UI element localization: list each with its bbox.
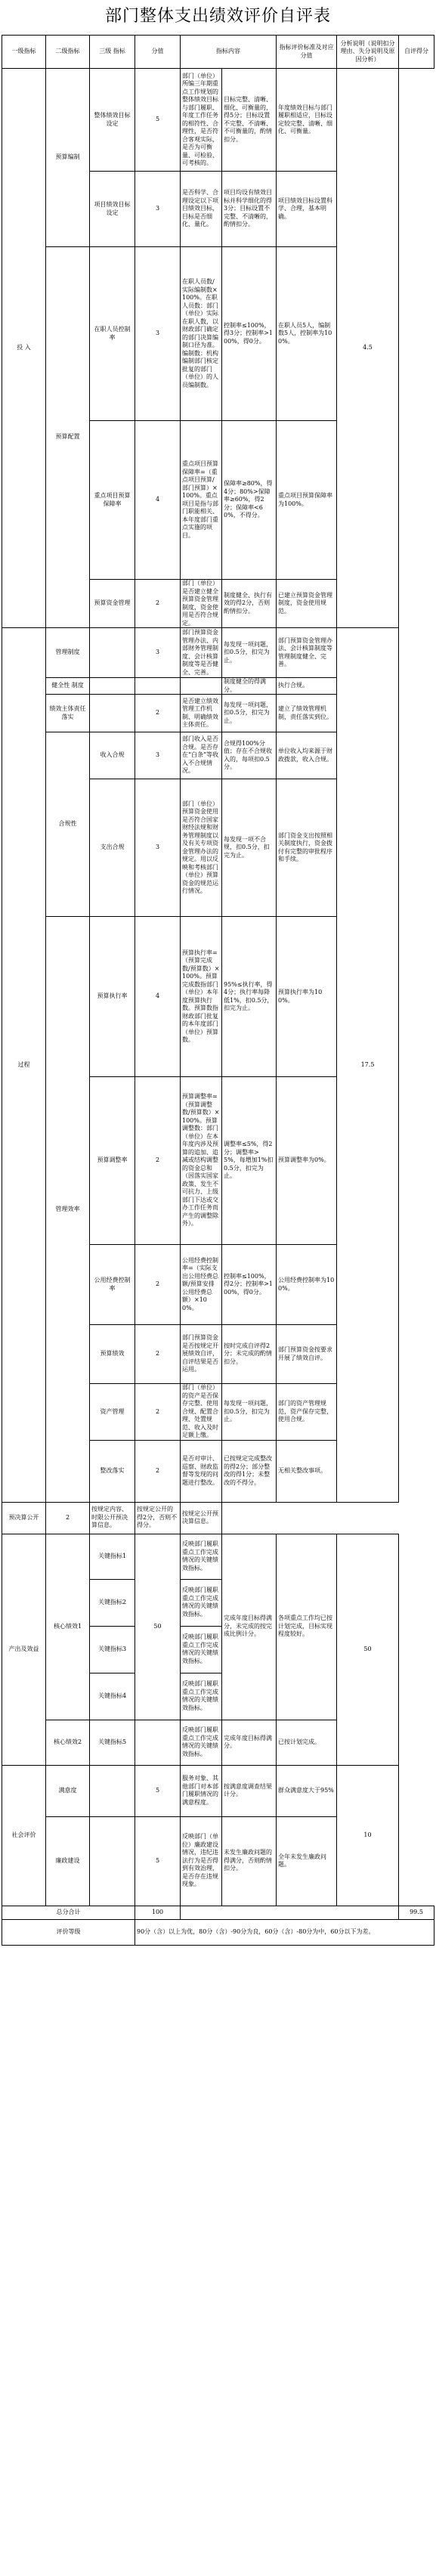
table-cell: 单位收入均来源于财政拨款，收入合规。 xyxy=(277,732,337,779)
table-cell: 反映部门履职重点工作完成情况的关键绩效指标。 xyxy=(181,1720,222,1765)
table-cell: 重点项目预算保障率 xyxy=(90,421,135,580)
table-cell: 整改落实 xyxy=(90,1440,135,1502)
table-cell: 预算执行率为100%。 xyxy=(277,917,337,1077)
table-cell: 预算编制 xyxy=(46,69,90,247)
table-cell: 按时完成自评得2分；未完成的酌情扣分。 xyxy=(222,1325,277,1384)
table-cell: 3 xyxy=(135,172,181,247)
table-cell: 廉政建设 xyxy=(46,1816,90,1906)
header-notes: 分析说明（说明扣分理由、失分说明及原因分析） xyxy=(337,36,399,69)
table-cell: 5 xyxy=(135,1765,181,1816)
table-cell: 预算调整率 xyxy=(90,1077,135,1245)
table-cell: 整体绩效目标 设定 xyxy=(90,69,135,172)
table-cell: 每发现一项问题，扣0.5分，扣完为止。 xyxy=(222,695,277,732)
table-cell xyxy=(135,678,181,695)
table-cell: 管理制度 xyxy=(46,628,90,678)
table-cell: 核心绩效1 xyxy=(46,1534,90,1720)
table-cell: 17.5 xyxy=(337,628,399,1503)
table-cell xyxy=(90,1765,135,1816)
table-cell: 预决算公开 xyxy=(2,1502,46,1534)
table-cell: 管理效率 xyxy=(46,917,90,1503)
table-cell: 每发现一项问题，扣0.5分，扣完为止。 xyxy=(222,1384,277,1441)
table-cell: 完成年度目标得满分，未完成的按完成比例计分。 xyxy=(222,1534,277,1720)
table-row xyxy=(2,1906,434,1919)
table-cell: 关键指标1 xyxy=(90,1534,135,1579)
table-cell: 部门收入是否合规。是否存在“白条”等收入不合规情况。 xyxy=(181,732,222,779)
table-cell: 过程 xyxy=(2,628,46,1503)
table-cell: 2 xyxy=(135,1440,181,1502)
table-cell xyxy=(135,1720,181,1765)
table-cell: 在职人员5人，编制数5人，控制率为100%。 xyxy=(277,247,337,421)
table-cell: 已按规定完成整改的得2分；部分整改的得1分；未整改的不得分。 xyxy=(222,1440,277,1502)
table-cell: 是否科学、合理设定以下项目绩效目标，目标是否细化、量化。 xyxy=(181,172,222,247)
table-cell: 投 入 xyxy=(2,69,46,628)
table-cell xyxy=(181,678,222,695)
table-cell: 部门的资产管理规范，资产保存完整，使用合规。 xyxy=(277,1384,337,1441)
table-cell: 2 xyxy=(135,580,181,628)
table-cell: 是否建立绩效管理工作机制、明确绩效主体责任。 xyxy=(181,695,222,732)
table-cell: 部门预算资金按要求开展了绩效自评。 xyxy=(277,1325,337,1384)
header-score: 分值 xyxy=(135,36,181,69)
table-cell: 控制率≤100%，得2分；控制率>100%，得0分。 xyxy=(222,1245,277,1325)
table-cell: 100 xyxy=(135,1906,181,1919)
table-cell: 2 xyxy=(46,1502,90,1534)
table-header-row xyxy=(2,36,434,69)
table-cell: 99.5 xyxy=(399,1906,434,1919)
table-cell: 5 xyxy=(135,1816,181,1906)
table-cell xyxy=(90,628,135,678)
table-cell: 部门预算资金管理办法、会计核算制度等管理制度健全、完善。 xyxy=(277,628,337,678)
table-cell: 反映部门履职重点工作完成情况的关键绩效指标。 xyxy=(181,1534,222,1579)
table-cell: 预算配置 xyxy=(46,247,90,628)
page-title: 部门整体支出绩效评价自评表 xyxy=(104,7,331,26)
table-cell: 每发现一项问题，扣0.5分，扣完为止。 xyxy=(222,628,277,678)
table-cell: 产出及效益 xyxy=(2,1534,46,1765)
table-cell: 核心绩效2 xyxy=(46,1720,90,1765)
table-row xyxy=(2,1502,434,1534)
table-cell: 2 xyxy=(135,1077,181,1245)
table-cell: 4 xyxy=(135,917,181,1077)
table-cell: 10 xyxy=(337,1765,399,1906)
table-cell: 重点项目预算保障率为100%。 xyxy=(277,421,337,580)
table-cell: 评价等级 xyxy=(2,1919,135,1945)
header-level2: 二级指标 xyxy=(46,36,90,69)
table-row xyxy=(2,1919,434,1945)
table-cell: 健全性 制度 xyxy=(46,678,90,695)
table-row xyxy=(2,628,434,678)
table-cell: 每发现一项不合规，扣0.5分，扣完为止。 xyxy=(222,779,277,917)
table-cell: 在职人员数/实际编制数×100%。在职人员数：部门（单位）实际在职人数，以财政部门确定的部门决算编制口径为准。编制数：机构编制部门核定批复的部门（单位）的人员编制数。 xyxy=(181,247,222,421)
table-cell: 反映部门（单位）廉政建设情况，违纪违法行为是否得到有效治理，是否存在违规现象。 xyxy=(181,1816,222,1906)
table-cell: 项目绩效目标 设定 xyxy=(90,172,135,247)
table-cell: 按规定公开预决算信息。 xyxy=(181,1502,222,1534)
table-cell: 群众满意度大于95% xyxy=(277,1765,337,1816)
table-cell: 制度健全、执行有效的得2分，否则酌情扣分。 xyxy=(222,580,277,628)
table-cell: 反映部门履职重点工作完成情况的关键绩效指标。 xyxy=(181,1673,222,1720)
table-cell: 3 xyxy=(135,732,181,779)
table-cell: 反映部门履职重点工作完成情况的关键绩效指标。 xyxy=(181,1579,222,1626)
table-cell xyxy=(90,678,135,695)
table-cell: 是否对审计、巡察、财政监督等发现的问题进行整改。 xyxy=(181,1440,222,1502)
table-cell: 资产管理 xyxy=(90,1384,135,1441)
table-row xyxy=(2,1534,434,1579)
table-cell: 预算调整率为0%。 xyxy=(277,1077,337,1245)
table-cell: 公用经费控制率=（实际支出公用经费总额/预算安排公用经费总额）×100%。 xyxy=(181,1245,222,1325)
table-cell: 部门（单位）所编三年期重点工作规划的整体绩效目标与部门履职、年度工作任务的相符性、合理性，是否符合客观实际，是否为可衡量、可检验、可考核的。 xyxy=(181,69,222,172)
table-cell: 各项重点工作均已按计划完成，目标实现程度较好。 xyxy=(277,1534,337,1720)
table-cell: 合规性 xyxy=(46,732,90,917)
table-cell: 部门预算资金管理办法、内部财务管理制度、会计核算制度等是否健全、完善。 xyxy=(181,628,222,678)
table-cell: 满意度 xyxy=(46,1765,90,1816)
table-cell: 年度绩效目标与部门履职相适应，目标设定较完整、清晰、细化、可衡量。 xyxy=(277,69,337,172)
table-cell: 90分（含）以上为优，80分（含）-90分为良，60分（含）-80分为中，60分以下为差。 xyxy=(135,1919,434,1945)
table-cell: 已按计划完成。 xyxy=(277,1720,337,1765)
table-cell: 保障率≥80%，得4分；80%>保障率≥60%，得2分；保障率<60%，不得分。 xyxy=(222,421,277,580)
table-cell: 50 xyxy=(337,1534,399,1765)
table-row xyxy=(2,1765,434,1816)
table-cell: 预算执行率=（预算完成数/预算数）×100%。预算完成数指部门（单位）本年度预算执行数。预算数指财政部门批复的本年度部门（单位）预算数。 xyxy=(181,917,222,1077)
table-cell: 无相关整改事项。 xyxy=(277,1440,337,1502)
table-cell: 4.5 xyxy=(337,69,399,628)
table-cell xyxy=(181,1906,399,1919)
table-cell: 按满意度调查结果计分。 xyxy=(222,1765,277,1816)
table-cell: 公用经费控制率为100%。 xyxy=(277,1245,337,1325)
table-cell: 3 xyxy=(135,247,181,421)
header-standard: 指标评价标准及对应分值 xyxy=(277,36,337,69)
table-cell: 支出合规 xyxy=(90,779,135,917)
table-cell: 关键指标4 xyxy=(90,1673,135,1720)
table-cell: 社会评价 xyxy=(2,1765,46,1906)
table-cell: 控制率≤100%，得3分；控制率>100%，得0分。 xyxy=(222,247,277,421)
header-level1: 一级指标 xyxy=(2,36,46,69)
table-cell: 关键指标2 xyxy=(90,1579,135,1626)
table-cell: 部门（单位）预算资金使用是否符合国家财经法规和财务管理制度以及有关专项资金管理办法的规定。用以反映和考核部门（单位）预算资金的规范运行情况。 xyxy=(181,779,222,917)
table-cell xyxy=(90,1816,135,1906)
table-cell: 预算执行率 xyxy=(90,917,135,1077)
table-cell: 调整率≤5%，得2分；调整率>5%，每增加1%扣0.5分，扣完为止。 xyxy=(222,1077,277,1245)
table-cell: 2 xyxy=(135,1325,181,1384)
table-cell: 未发生廉政问题的得满分，否则酌情扣分。 xyxy=(222,1816,277,1906)
table-cell: 预算调整率=（预算调整数/预算数）×100%。预算调整数：部门（单位）在本年度内涉及预算的追加、追减或结构调整的资金总和（因落实国家政策、发生不可抗力、上级部门下达或交办工作任务而产生的调整除外）。 xyxy=(181,1077,222,1245)
table-cell: 建立了绩效管理机制，责任落实到位。 xyxy=(277,695,337,732)
table-cell: 关键指标3 xyxy=(90,1626,135,1673)
header-content: 指标内容 xyxy=(181,36,277,69)
table-cell: 反映部门履职重点工作完成情况的关键绩效指标。 xyxy=(181,1626,222,1673)
table-row xyxy=(2,69,434,172)
table-cell: 4 xyxy=(135,421,181,580)
table-cell: 完成年度目标得满分。 xyxy=(222,1720,277,1765)
table-cell: 重点项目预算保障率=（重点项目预算/部门预算）×100%。重点项目是指与部门职能相关、本年度部门重点实施的项目。 xyxy=(181,421,222,580)
table-cell: 合规得100%分值；存在不合规收入的，每项扣0.5分。 xyxy=(222,732,277,779)
evaluation-table xyxy=(2,35,434,1946)
header-level3: 三级 指标 xyxy=(90,36,135,69)
table-cell: 部门资金支出按照相关制度执行，资金拨付有完整的审批程序和手续。 xyxy=(277,779,337,917)
table-cell: 3 xyxy=(135,779,181,917)
table-cell: 3 xyxy=(135,628,181,678)
table-cell: 预算资金管理 xyxy=(90,580,135,628)
table-cell: 部门（单位）的资产是否保存完整、使用合规、配置合理、处置规范、收入及时足额上缴。 xyxy=(181,1384,222,1441)
table-cell: 2 xyxy=(135,1384,181,1441)
table-cell: 公用经费控制率 xyxy=(90,1245,135,1325)
table-cell: 按规定公开的得2分，否则不得分。 xyxy=(135,1502,181,1534)
table-cell: 部门预算资金是否按规定开展绩效自评，自评结果是否运用。 xyxy=(181,1325,222,1384)
table-cell: 预算绩效 xyxy=(90,1325,135,1384)
table-cell: 2 xyxy=(135,695,181,732)
table-cell: 绩效主体责任落实 xyxy=(46,695,90,732)
table-cell: 执行合规。 xyxy=(277,678,337,695)
table-cell: 总分合计 xyxy=(2,1906,135,1919)
table-cell: 按规定内容、时限公开预决算信息。 xyxy=(90,1502,135,1534)
table-cell: 5 xyxy=(135,69,181,172)
table-cell: 全年未发生廉政问题。 xyxy=(277,1816,337,1906)
table-cell: 项目均设有绩效目标并科学细化的得3分；目标设置不完整、不清晰的，酌情扣分。 xyxy=(222,172,277,247)
header-self-score: 自评得分 xyxy=(399,36,434,69)
table-cell: 关键指标5 xyxy=(90,1720,135,1765)
table-cell: 收入合规 xyxy=(90,732,135,779)
table-cell: 服务对象、其他部门对本部门履职情况的满意程度。 xyxy=(181,1765,222,1816)
table-cell: 50 xyxy=(135,1534,181,1720)
table-cell: 目标完整、清晰、细化、可衡量的，得5分；目标设置不完整、不清晰、不可衡量的，酌情扣分。 xyxy=(222,69,277,172)
table-cell: 95%≤执行率，得4分；执行率每降低1%，扣0.5分，扣完为止。 xyxy=(222,917,277,1077)
table-cell: 项目绩效目标设置科学、合理，基本明确。 xyxy=(277,172,337,247)
table-cell: 制度健全的得满分。 xyxy=(222,678,277,695)
table-cell: 在职人员控制率 xyxy=(90,247,135,421)
table-cell: 2 xyxy=(135,1245,181,1325)
table-cell: 部门（单位）是否建立健全预算资金管理制度，资金使用是否符合规定。 xyxy=(181,580,222,628)
table-cell xyxy=(90,695,135,732)
table-cell: 已建立预算资金管理制度，资金使用规范。 xyxy=(277,580,337,628)
